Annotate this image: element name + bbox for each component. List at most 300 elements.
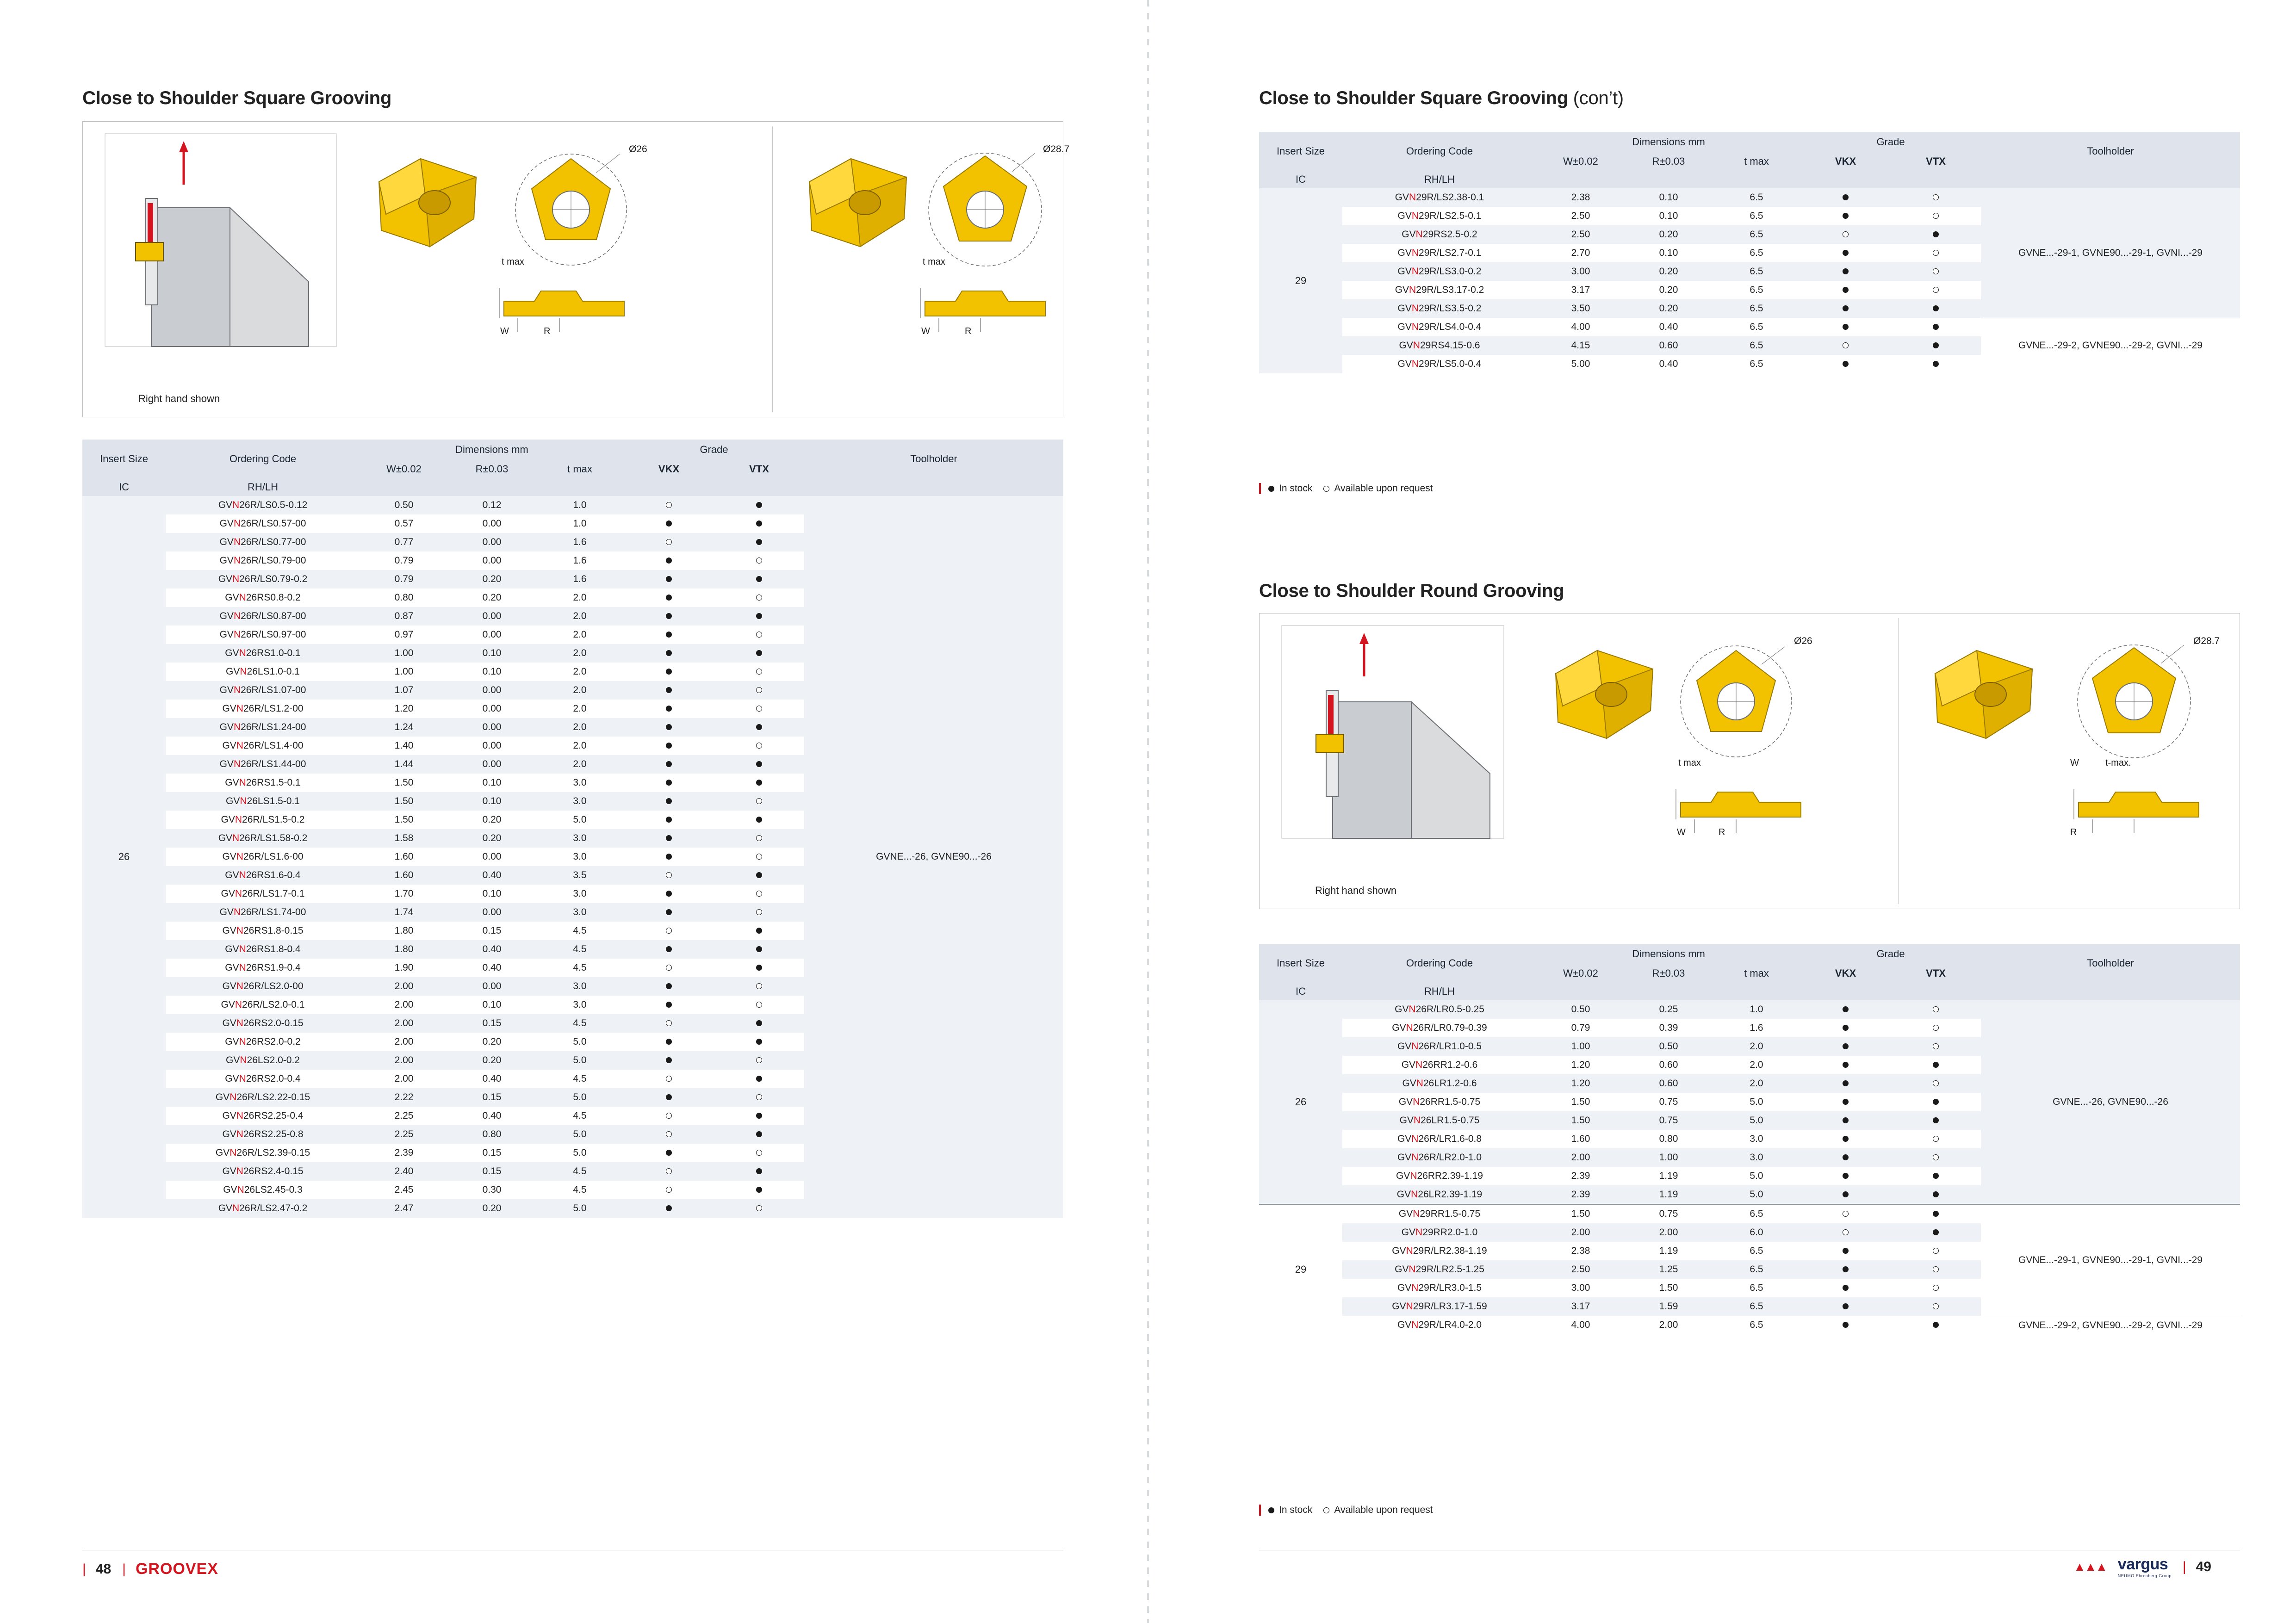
cell-ordering-code: GVN26RS1.6-0.4	[166, 866, 360, 885]
cell-r: 0.30	[448, 1181, 536, 1199]
grade-open-dot-icon	[756, 835, 762, 841]
cell-vtx	[714, 700, 804, 718]
cell-w: 2.50	[1537, 1260, 1625, 1279]
round-w-label-1: W	[1677, 827, 1686, 837]
cell-ordering-code: GVN26R/LR1.6-0.8	[1342, 1130, 1537, 1148]
cell-r: 0.75	[1625, 1111, 1713, 1130]
cell-ordering-code: GVN29R/LR2.38-1.19	[1342, 1242, 1537, 1260]
cell-tmax: 6.5	[1713, 1260, 1800, 1279]
grade-filled-dot-icon	[666, 650, 672, 656]
th-dimensions: Dimensions mm	[1537, 944, 1800, 964]
grade-filled-dot-icon	[1933, 1322, 1939, 1328]
grade-open-dot-icon	[666, 928, 672, 934]
cell-r: 0.00	[448, 977, 536, 996]
grade-open-dot-icon	[666, 1168, 672, 1174]
grade-open-dot-icon	[666, 539, 672, 545]
cell-w: 4.15	[1537, 336, 1625, 355]
r-label-1: R	[544, 326, 551, 336]
grade-open-dot-icon	[666, 872, 672, 878]
grade-open-dot-icon	[1933, 1154, 1939, 1160]
cell-ordering-code: GVN29R/LS3.17-0.2	[1342, 281, 1537, 299]
cell-w: 1.50	[360, 774, 448, 792]
cell-tmax: 2.0	[536, 607, 624, 626]
right-page	[1148, 0, 2296, 1623]
cell-vkx	[1800, 1260, 1891, 1279]
cell-vtx	[714, 1199, 804, 1218]
cell-vtx	[1891, 1260, 1981, 1279]
cell-tmax: 6.5	[1713, 318, 1800, 336]
table-row	[1259, 1204, 2240, 1223]
cell-ordering-code: GVN26RS1.8-0.4	[166, 940, 360, 959]
cell-tmax: 2.0	[536, 737, 624, 755]
cell-vtx	[714, 1070, 804, 1088]
cell-tmax: 5.0	[536, 1199, 624, 1218]
cell-r: 0.00	[448, 737, 536, 755]
cell-w: 0.79	[360, 551, 448, 570]
cell-tmax: 2.0	[536, 700, 624, 718]
cell-r: 0.10	[448, 996, 536, 1014]
cell-r: 0.00	[448, 514, 536, 533]
grade-open-dot-icon	[1933, 194, 1939, 200]
cell-r: 0.00	[448, 755, 536, 774]
cell-ordering-code: GVN26R/LS0.87-00	[166, 607, 360, 626]
grade-open-dot-icon	[756, 743, 762, 749]
cell-vkx	[1800, 1019, 1891, 1037]
cell-w: 0.77	[360, 533, 448, 551]
round-diameter-label-2: Ø28.7	[2193, 636, 2220, 646]
table-row	[82, 496, 1063, 514]
grade-filled-dot-icon	[756, 1020, 762, 1026]
cell-toolholder: GVNE...-29-1, GVNE90...-29-1, GVNI...-29	[1981, 1204, 2240, 1316]
grade-open-dot-icon	[666, 1076, 672, 1082]
grade-open-dot-icon	[666, 1131, 672, 1137]
cell-vkx	[1800, 1185, 1891, 1204]
grade-filled-dot-icon	[1933, 1229, 1939, 1235]
cell-w: 1.20	[1537, 1056, 1625, 1074]
grade-filled-dot-icon	[756, 1113, 762, 1119]
round-insert-3d-icon-1	[1537, 641, 1671, 762]
cell-ordering-code: GVN26R/LS1.74-00	[166, 903, 360, 922]
cell-ordering-code: GVN26R/LS2.22-0.15	[166, 1088, 360, 1107]
grade-filled-dot-icon	[1843, 1285, 1849, 1291]
cell-w: 1.80	[360, 922, 448, 940]
cell-vkx	[624, 1199, 714, 1218]
cell-vkx	[1800, 1093, 1891, 1111]
grade-filled-dot-icon	[1843, 1191, 1849, 1197]
cell-tmax: 5.0	[1713, 1093, 1800, 1111]
round-grooving-title: Close to Shoulder Round Grooving	[1259, 581, 1564, 601]
cell-vkx	[624, 996, 714, 1014]
cell-tmax: 1.6	[536, 551, 624, 570]
cell-vkx	[624, 533, 714, 551]
cell-r: 0.40	[448, 1070, 536, 1088]
cell-r: 0.15	[448, 922, 536, 940]
cell-r: 0.15	[448, 1088, 536, 1107]
cell-tmax: 3.0	[536, 774, 624, 792]
cell-tmax: 2.0	[1713, 1056, 1800, 1074]
cell-vkx	[1800, 1148, 1891, 1167]
cell-r: 0.15	[448, 1014, 536, 1033]
legend-bar-icon	[1259, 483, 1261, 494]
cell-vkx	[1800, 1130, 1891, 1148]
cell-vkx	[624, 811, 714, 829]
grade-filled-dot-icon	[1933, 1211, 1939, 1217]
cell-ordering-code: GVN26RS2.4-0.15	[166, 1162, 360, 1181]
th-insert-size: Insert Size	[1259, 132, 1342, 171]
cell-ordering-code: GVN26R/LS0.77-00	[166, 533, 360, 551]
cell-vkx	[624, 551, 714, 570]
cell-w: 2.00	[1537, 1148, 1625, 1167]
grade-open-dot-icon	[756, 595, 762, 601]
cell-ordering-code: GVN29R/LR2.5-1.25	[1342, 1260, 1537, 1279]
cell-ordering-code: GVN26R/LS1.6-00	[166, 848, 360, 866]
grade-filled-dot-icon	[1843, 268, 1849, 274]
cell-ordering-code: GVN26R/LS2.0-0.1	[166, 996, 360, 1014]
grade-open-dot-icon	[1933, 213, 1939, 219]
cell-ordering-code: GVN29R/LS5.0-0.4	[1342, 355, 1537, 373]
cell-vtx	[1891, 1074, 1981, 1093]
cell-vkx	[1800, 299, 1891, 318]
th-r: R±0.03	[1625, 964, 1713, 983]
round-sideview-icon-1	[1667, 775, 1819, 845]
cell-tmax: 2.0	[536, 626, 624, 644]
grade-filled-dot-icon	[666, 1150, 672, 1156]
cell-w: 1.58	[360, 829, 448, 848]
grade-filled-dot-icon	[666, 669, 672, 675]
right-page-number: 49	[2196, 1559, 2211, 1574]
cell-vkx	[624, 718, 714, 737]
grade-filled-dot-icon	[1933, 1099, 1939, 1105]
cell-tmax: 6.5	[1713, 188, 1800, 207]
legend-request-label-2: Available upon request	[1334, 1505, 1433, 1515]
cell-r: 1.25	[1625, 1260, 1713, 1279]
cell-ordering-code: GVN26R/LS0.5-0.12	[166, 496, 360, 514]
grade-open-dot-icon	[1933, 1248, 1939, 1254]
cell-w: 3.17	[1537, 281, 1625, 299]
cell-w: 1.50	[1537, 1093, 1625, 1111]
cell-vkx	[1800, 244, 1891, 262]
r-label-2: R	[965, 326, 972, 336]
grade-open-dot-icon	[756, 669, 762, 675]
grade-filled-dot-icon	[1933, 324, 1939, 330]
cell-ordering-code: GVN29R/LS2.38-0.1	[1342, 188, 1537, 207]
cell-ordering-code: GVN26LS1.0-0.1	[166, 663, 360, 681]
cell-vtx	[714, 681, 804, 700]
cell-ordering-code: GVN26R/LR2.0-1.0	[1342, 1148, 1537, 1167]
tmax-label-2: t max	[923, 257, 945, 267]
cell-vtx	[714, 1144, 804, 1162]
legend-bar-icon-2	[1259, 1505, 1261, 1516]
cell-vkx	[624, 940, 714, 959]
grade-filled-dot-icon	[1933, 1117, 1939, 1123]
cell-ordering-code: GVN29R/LS3.5-0.2	[1342, 299, 1537, 318]
cell-ordering-code: GVN26R/LS1.24-00	[166, 718, 360, 737]
th-vtx: VTX	[714, 460, 804, 478]
cell-ordering-code: GVN26R/LS1.7-0.1	[166, 885, 360, 903]
cell-ordering-code: GVN26R/LS1.07-00	[166, 681, 360, 700]
th-insert-size: Insert Size	[1259, 944, 1342, 983]
vargus-logo-icon: ▲▲▲	[2073, 1560, 2107, 1573]
round-tmax-label-1: t max	[1678, 758, 1701, 768]
cell-vtx	[714, 570, 804, 588]
cell-vtx	[1891, 1148, 1981, 1167]
cell-ordering-code: GVN26R/LS1.2-00	[166, 700, 360, 718]
cell-insert-size: 26	[1259, 1000, 1342, 1204]
tmax-label-1: t max	[502, 257, 524, 267]
cell-r: 0.20	[448, 588, 536, 607]
cell-r: 0.75	[1625, 1093, 1713, 1111]
cell-vtx	[1891, 1279, 1981, 1297]
cell-w: 1.40	[360, 737, 448, 755]
cell-w: 1.20	[1537, 1074, 1625, 1093]
cell-w: 2.00	[360, 977, 448, 996]
cell-vtx	[1891, 1167, 1981, 1185]
cell-tmax: 2.0	[536, 644, 624, 663]
round-w-label-2: W	[2070, 758, 2079, 768]
round-sideview-icon-2	[2065, 775, 2217, 845]
th-vtx: VTX	[1891, 152, 1981, 171]
th-rhlh: RH/LH	[166, 478, 360, 496]
cell-ordering-code: GVN26R/LS0.79-00	[166, 551, 360, 570]
cell-vtx	[1891, 225, 1981, 244]
cell-vtx	[1891, 1204, 1981, 1223]
cell-r: 0.20	[448, 1051, 536, 1070]
cell-w: 0.97	[360, 626, 448, 644]
cell-ordering-code: GVN26R/LS2.39-0.15	[166, 1144, 360, 1162]
footer-mark-icon-2: |	[122, 1561, 124, 1577]
cell-vkx	[1800, 1242, 1891, 1260]
grade-filled-dot-icon	[756, 1076, 762, 1082]
cell-w: 2.00	[360, 1051, 448, 1070]
cell-tmax: 6.5	[1713, 1279, 1800, 1297]
cell-r: 1.19	[1625, 1167, 1713, 1185]
cell-vtx	[1891, 355, 1981, 373]
cell-ordering-code: GVN26R/LS0.79-0.2	[166, 570, 360, 588]
w-label-2: W	[921, 326, 930, 336]
cell-vtx	[714, 737, 804, 755]
grade-open-dot-icon	[756, 891, 762, 897]
grade-filled-dot-icon	[666, 743, 672, 749]
grade-open-dot-icon	[1933, 1303, 1939, 1309]
grade-filled-dot-icon	[1843, 1266, 1849, 1272]
grade-open-dot-icon	[756, 798, 762, 804]
cell-vkx	[1800, 1316, 1891, 1335]
legend-instock-label: In stock	[1279, 483, 1313, 494]
cell-ordering-code: GVN29R/LR3.0-1.5	[1342, 1279, 1537, 1297]
cell-ordering-code: GVN29R/LS2.7-0.1	[1342, 244, 1537, 262]
cell-tmax: 5.0	[536, 1144, 624, 1162]
cell-tmax: 3.0	[536, 977, 624, 996]
cell-vtx	[714, 940, 804, 959]
cell-vtx	[1891, 281, 1981, 299]
grade-filled-dot-icon	[666, 761, 672, 767]
cell-ordering-code: GVN26R/LR0.79-0.39	[1342, 1019, 1537, 1037]
grade-filled-dot-icon	[756, 1131, 762, 1137]
cell-r: 0.40	[1625, 318, 1713, 336]
cell-ordering-code: GVN26R/LS1.4-00	[166, 737, 360, 755]
cell-w: 1.50	[1537, 1204, 1625, 1223]
th-ic: IC	[1259, 983, 1342, 1000]
cell-vkx	[624, 977, 714, 996]
grade-filled-dot-icon	[1933, 231, 1939, 237]
cell-ordering-code: GVN26LR2.39-1.19	[1342, 1185, 1537, 1204]
left-figure-caption: Right hand shown	[138, 393, 220, 404]
th-ordering-code: Ordering Code	[1342, 944, 1537, 983]
grade-filled-dot-icon	[666, 595, 672, 601]
cell-w: 2.39	[360, 1144, 448, 1162]
round-diameter-label-1: Ø26	[1794, 636, 1812, 646]
cell-vkx	[624, 1144, 714, 1162]
right-title-suffix: (con’t)	[1573, 88, 1624, 108]
cell-w: 2.38	[1537, 188, 1625, 207]
legend-filled-dot-icon	[1268, 486, 1274, 492]
grade-open-dot-icon	[666, 502, 672, 508]
cell-vtx	[714, 1051, 804, 1070]
cell-ordering-code: GVN29R/LS2.5-0.1	[1342, 207, 1537, 225]
right-figure-caption: Right hand shown	[1315, 885, 1397, 896]
cell-ordering-code: GVN29R/LS4.0-0.4	[1342, 318, 1537, 336]
table-row	[1259, 318, 2240, 336]
cell-vkx	[624, 903, 714, 922]
cell-w: 1.50	[360, 811, 448, 829]
cell-r: 0.20	[448, 570, 536, 588]
cell-w: 1.60	[360, 866, 448, 885]
insert-topview-icon-2	[916, 140, 1055, 270]
cell-tmax: 1.0	[536, 496, 624, 514]
right-bottom-table-wrap	[1259, 944, 2240, 1335]
cell-ordering-code: GVN26RR1.2-0.6	[1342, 1056, 1537, 1074]
grade-filled-dot-icon	[1933, 1191, 1939, 1197]
cell-w: 1.60	[360, 848, 448, 866]
grade-open-dot-icon	[756, 909, 762, 915]
cell-r: 0.20	[1625, 225, 1713, 244]
cell-vkx	[624, 1162, 714, 1181]
grade-filled-dot-icon	[1843, 1006, 1849, 1012]
cell-ordering-code: GVN26LS1.5-0.1	[166, 792, 360, 811]
cell-vkx	[624, 1070, 714, 1088]
cell-r: 0.10	[1625, 188, 1713, 207]
left-figure-box	[82, 121, 1070, 417]
round-insert-topview-icon-2	[2065, 632, 2203, 762]
cell-w: 0.50	[1537, 1000, 1625, 1019]
cell-ordering-code: GVN26RS1.8-0.15	[166, 922, 360, 940]
grade-filled-dot-icon	[1843, 1136, 1849, 1142]
cell-vtx	[714, 996, 804, 1014]
cell-tmax: 2.0	[536, 755, 624, 774]
grade-filled-dot-icon	[1843, 1062, 1849, 1068]
cell-ordering-code: GVN26LR1.5-0.75	[1342, 1111, 1537, 1130]
grade-open-dot-icon	[756, 1150, 762, 1156]
cell-vtx	[1891, 1037, 1981, 1056]
cell-vkx	[624, 829, 714, 848]
cell-vkx	[1800, 336, 1891, 355]
cell-tmax: 6.5	[1713, 336, 1800, 355]
cell-vkx	[624, 644, 714, 663]
grade-open-dot-icon	[1933, 268, 1939, 274]
grade-open-dot-icon	[1843, 231, 1849, 237]
th-tmax: t max	[1713, 152, 1800, 171]
grade-filled-dot-icon	[756, 761, 762, 767]
cell-r: 0.00	[448, 718, 536, 737]
cell-w: 0.79	[1537, 1019, 1625, 1037]
cell-vkx	[624, 1107, 714, 1125]
th-vkx: VKX	[1800, 152, 1891, 171]
cell-ordering-code: GVN26LR1.2-0.6	[1342, 1074, 1537, 1093]
grade-filled-dot-icon	[666, 891, 672, 897]
cell-vkx	[1800, 355, 1891, 373]
round-insert-topview-icon-1	[1667, 632, 1806, 762]
cell-vtx	[714, 588, 804, 607]
grade-filled-dot-icon	[666, 1057, 672, 1063]
grade-filled-dot-icon	[1843, 324, 1849, 330]
cell-vtx	[1891, 244, 1981, 262]
grade-filled-dot-icon	[1843, 1248, 1849, 1254]
cell-vkx	[1800, 1074, 1891, 1093]
th-r: R±0.03	[1625, 152, 1713, 171]
cell-vtx	[1891, 1019, 1981, 1037]
grade-filled-dot-icon	[666, 946, 672, 952]
cell-tmax: 3.0	[1713, 1130, 1800, 1148]
grade-filled-dot-icon	[1933, 342, 1939, 348]
legend-instock-label-2: In stock	[1279, 1505, 1313, 1515]
cell-w: 3.50	[1537, 299, 1625, 318]
cell-ordering-code: GVN26R/LS1.5-0.2	[166, 811, 360, 829]
cell-w: 1.90	[360, 959, 448, 977]
cell-w: 1.20	[360, 700, 448, 718]
cell-tmax: 3.5	[536, 866, 624, 885]
grade-filled-dot-icon	[1843, 287, 1849, 293]
cell-w: 1.74	[360, 903, 448, 922]
grade-filled-dot-icon	[666, 835, 672, 841]
cell-tmax: 1.0	[1713, 1000, 1800, 1019]
cell-vtx	[1891, 1000, 1981, 1019]
cell-vtx	[1891, 299, 1981, 318]
cell-w: 1.60	[1537, 1130, 1625, 1148]
cell-ordering-code: GVN29R/LR4.0-2.0	[1342, 1316, 1537, 1335]
legend-filled-dot-icon-2	[1268, 1507, 1274, 1513]
cell-tmax: 5.0	[536, 1051, 624, 1070]
cell-vkx	[624, 700, 714, 718]
cell-tmax: 3.0	[536, 996, 624, 1014]
cell-insert-size: 29	[1259, 1204, 1342, 1335]
cell-vkx	[1800, 1111, 1891, 1130]
cell-w: 2.25	[360, 1125, 448, 1144]
cell-r: 0.00	[448, 533, 536, 551]
cell-vkx	[1800, 225, 1891, 244]
cell-w: 1.00	[360, 644, 448, 663]
cell-w: 2.50	[1537, 207, 1625, 225]
cell-w: 1.70	[360, 885, 448, 903]
cell-tmax: 3.0	[536, 885, 624, 903]
cell-vtx	[714, 755, 804, 774]
cell-vkx	[624, 866, 714, 885]
grade-filled-dot-icon	[666, 687, 672, 693]
th-ic: IC	[1259, 171, 1342, 188]
grade-filled-dot-icon	[666, 706, 672, 712]
cell-r: 0.20	[448, 1033, 536, 1051]
th-ic: IC	[82, 478, 166, 496]
cell-r: 0.25	[1625, 1000, 1713, 1019]
cell-ordering-code: GVN29R/LR3.17-1.59	[1342, 1297, 1537, 1316]
cell-vtx	[714, 514, 804, 533]
grade-filled-dot-icon	[1843, 1173, 1849, 1179]
grade-filled-dot-icon	[1933, 1173, 1939, 1179]
grade-open-dot-icon	[756, 1094, 762, 1100]
cell-vtx	[714, 903, 804, 922]
th-grade: Grade	[1800, 132, 1981, 152]
grade-open-dot-icon	[1933, 1285, 1939, 1291]
th-toolholder: Toolholder	[804, 440, 1063, 478]
